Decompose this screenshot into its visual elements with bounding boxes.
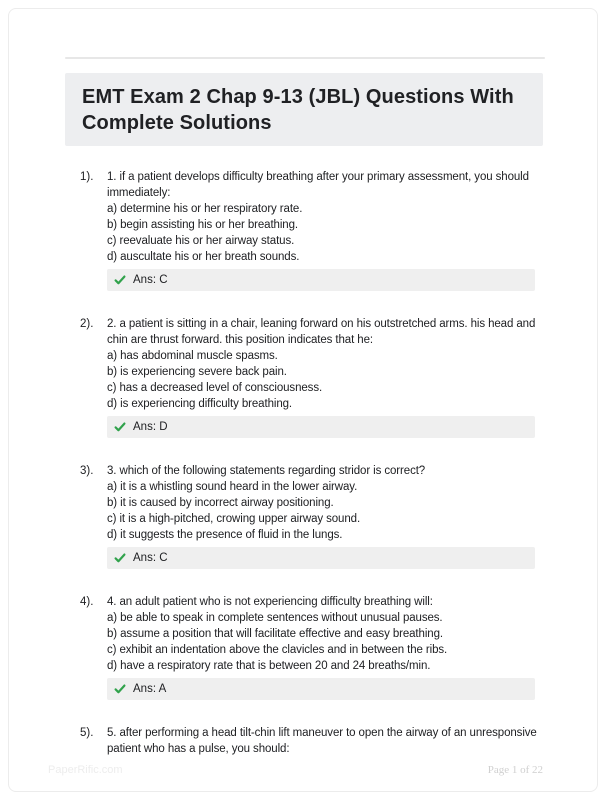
question-list <box>65 169 545 757</box>
question-line: b) assume a position that will facilitate effective and easy breathing. <box>107 628 443 640</box>
question-block <box>65 725 545 757</box>
answer-box <box>107 416 535 438</box>
document-page <box>65 57 545 782</box>
question-text <box>107 463 545 543</box>
answer-text: Ans: C <box>133 274 168 286</box>
question-line: a) it is a whistling sound heard in the lower airway. <box>107 481 358 493</box>
question-block <box>65 463 545 569</box>
checkmark-icon <box>114 274 126 286</box>
question-body <box>107 316 545 438</box>
question-text <box>107 316 545 412</box>
question-line: b) it is caused by incorrect airway positioning. <box>107 497 334 509</box>
question-line: 5. after performing a head tilt-chin lift maneuver to open the airway of an unresponsive <box>107 727 537 739</box>
question-line: d) it suggests the presence of fluid in the lungs. <box>107 529 343 541</box>
answer-box <box>107 547 535 569</box>
top-divider <box>65 57 545 59</box>
answer-text: Ans: D <box>133 421 168 433</box>
question-line: 3. which of the following statements regarding stridor is correct? <box>107 465 426 477</box>
question-block <box>65 594 545 700</box>
question-body <box>107 169 545 291</box>
answer-text: Ans: C <box>133 552 168 564</box>
question-block <box>65 316 545 438</box>
question-line: 4. an adult patient who is not experiencing difficulty breathing will: <box>107 596 433 608</box>
question-line: b) begin assisting his or her breathing. <box>107 219 298 231</box>
question-body <box>107 725 545 757</box>
watermark: PaperRific.com <box>48 764 123 776</box>
question-line: chin are thrust forward. this position indicates that he: <box>107 334 373 346</box>
question-line: a) has abdominal muscle spasms. <box>107 350 278 362</box>
answer-box <box>107 269 535 291</box>
question-body <box>107 594 545 700</box>
question-text <box>107 594 545 674</box>
answer-text: Ans: A <box>133 683 167 695</box>
question-line: c) has a decreased level of consciousness. <box>107 382 323 394</box>
answer-box <box>107 678 535 700</box>
question-body <box>107 463 545 569</box>
page-title: EMT Exam 2 Chap 9-13 (JBL) Questions With Complete Solutions <box>82 86 514 134</box>
document-title-box <box>65 73 543 146</box>
question-number: 1). <box>80 171 94 183</box>
question-line: c) exhibit an indentation above the clavicles and in between the ribs. <box>107 644 448 656</box>
question-line: c) it is a high-pitched, crowing upper airway sound. <box>107 513 361 525</box>
question-line: d) auscultate his or her breath sounds. <box>107 251 300 263</box>
page-number-label: Page 1 of 22 <box>487 764 543 776</box>
question-number: 4). <box>80 596 94 608</box>
checkmark-icon <box>114 552 126 564</box>
question-text <box>107 169 545 265</box>
question-line: a) be able to speak in complete sentences without unusual pauses. <box>107 612 443 624</box>
question-line: 2. a patient is sitting in a chair, leaning forward on his outstretched arms. his head and <box>107 318 536 330</box>
question-block <box>65 169 545 291</box>
question-line: d) is experiencing difficulty breathing. <box>107 398 293 410</box>
question-line: patient who has a pulse, you should: <box>107 743 290 755</box>
question-line: c) reevaluate his or her airway status. <box>107 235 295 247</box>
question-line: immediately: <box>107 187 171 199</box>
question-number: 5). <box>80 727 94 739</box>
question-number: 3). <box>80 465 94 477</box>
page-footer <box>48 764 543 776</box>
question-line: d) have a respiratory rate that is between 20 and 24 breaths/min. <box>107 660 431 672</box>
question-text <box>107 725 545 757</box>
question-line: b) is experiencing severe back pain. <box>107 366 287 378</box>
question-line: 1. if a patient develops difficulty breathing after your primary assessment, you should <box>107 171 529 183</box>
checkmark-icon <box>114 683 126 695</box>
checkmark-icon <box>114 421 126 433</box>
question-line: a) determine his or her respiratory rate. <box>107 203 303 215</box>
question-number: 2). <box>80 318 94 330</box>
